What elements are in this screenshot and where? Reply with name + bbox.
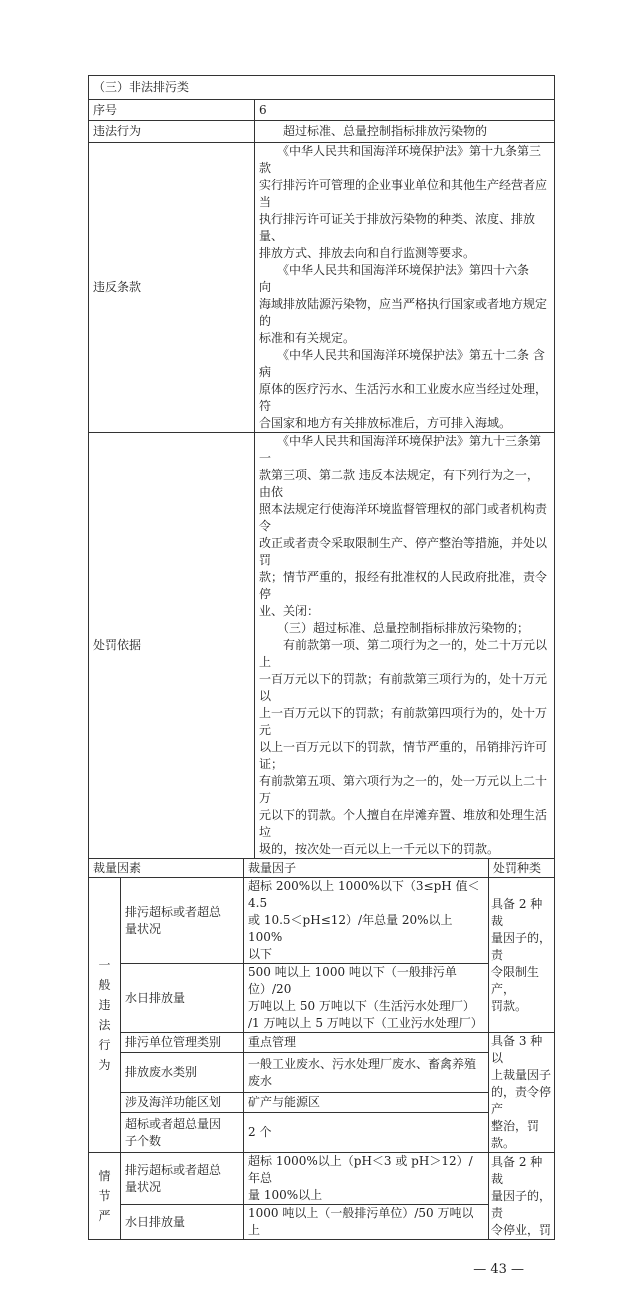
text-line: 量因子的，责 <box>491 1188 552 1220</box>
discretion-table <box>88 858 555 1240</box>
text-line: 超标或者超总量因 <box>125 1116 222 1131</box>
text-line: 水日排放量 <box>125 990 186 1005</box>
seq-label: 序号 <box>89 100 255 121</box>
text-line: 量状况 <box>125 1179 162 1194</box>
text-line: 罚款。 <box>491 998 528 1013</box>
factor-row <box>89 1033 555 1053</box>
seq-value: 6 <box>255 100 555 121</box>
text-line: 量状况 <box>125 921 162 936</box>
factor-row <box>89 878 555 964</box>
text-line: 行 <box>98 1038 111 1052</box>
text-line: 2 个 <box>248 1125 272 1140</box>
penalty-type <box>489 1153 555 1240</box>
factor-name <box>121 964 244 1033</box>
text-line: 执行排污许可证关于排放污染物的种类、浓度、排放量、 <box>259 212 536 243</box>
factor-value <box>244 878 489 964</box>
text-line: 超标 1000%以上（pH＜3 或 pH＞12）/年总 <box>248 1154 473 1185</box>
text-line: 节 <box>98 1189 111 1203</box>
factor-value <box>244 964 489 1033</box>
text-line: 改正或者责令采取限制生产、停产整治等措施，并处以罚 <box>259 536 548 567</box>
text-line: 《中华人民共和国海洋环境保护法》第十九条第三款 <box>259 144 542 175</box>
text-line: 海域排放陆源污染物，应当严格执行国家或者地方规定的 <box>259 297 548 328</box>
factor-row <box>89 1053 555 1093</box>
text-line: 排放方式、排放去向和自行监测等要求。 <box>259 246 476 260</box>
text-line: 排放废水类别 <box>125 1065 198 1080</box>
section-title: （三）非法排污类 <box>89 76 555 100</box>
text-line: 款第三项、第二款 违反本法规定，有下列行为之一，由依 <box>259 468 539 499</box>
text-line: 1000 吨以上（一般排污单位）/50 万吨以上 <box>248 1206 474 1237</box>
text-line: 万吨以上 50 万吨以下（生活污水处理厂） <box>248 999 475 1013</box>
text-line: 一般工业废水、污水处理厂废水、畜禽养殖 <box>248 1056 477 1071</box>
text-line: 排污单位管理类别 <box>125 1035 222 1050</box>
text-line: 500 吨以上 1000 吨以下（一般排污单位）/20 <box>248 965 457 996</box>
text-line: 具备 2 种裁 <box>491 1154 543 1186</box>
header-factor: 裁量因子 <box>244 859 489 878</box>
factor-name <box>121 1113 244 1153</box>
text-line: 排污超标或者超总 <box>125 904 222 919</box>
penalty-type <box>489 1033 555 1153</box>
text-line: 令停业，罚 <box>491 1222 552 1237</box>
page-number: — 43 — <box>473 1262 524 1277</box>
text-line: 《中华人民共和国海洋环境保护法》第五十二条 含病 <box>259 348 545 379</box>
text-line: 违 <box>98 998 111 1012</box>
text-line: 一 <box>98 958 111 972</box>
penalty-type <box>489 878 555 1033</box>
general-category-label <box>89 878 121 1153</box>
text-line: 以上一百万元以下的罚款，情节严重的，吊销排污许可证； <box>259 740 548 771</box>
text-line: 具备 3 种以 <box>491 1034 543 1065</box>
factor-row <box>89 1205 555 1240</box>
text-line: 一百万元以下的罚款；有前款第三项行为的，处十万元以 <box>259 672 548 703</box>
text-line: 有前款第一项、第二项行为之一的，处二十万元以上 <box>259 638 548 669</box>
text-line: 令限制生产， <box>491 964 540 996</box>
text-line: 《中华人民共和国海洋环境保护法》第九十三条第一 <box>259 434 542 465</box>
text-line: 圾的，按次处一百元以上一千元以下的罚款。 <box>259 842 500 856</box>
text-line: 重点管理 <box>248 1035 297 1050</box>
factor-value <box>244 1092 489 1112</box>
text-line: 合国家和地方有关排放标准后，方可排入海域。 <box>259 416 512 430</box>
factor-value <box>244 1153 489 1205</box>
serious-category-label <box>89 1153 121 1240</box>
text-line: 严 <box>98 1209 111 1223</box>
factor-name <box>121 1033 244 1053</box>
text-line: 照本法规定行使海洋环境监督管理权的部门或者机构责令 <box>259 502 548 533</box>
text-line: 废水 <box>248 1073 273 1088</box>
clause-label: 违反条款 <box>89 143 255 433</box>
text-line: 量 100%以上 <box>248 1188 323 1202</box>
act-value: 超过标准、总量控制指标排放污染物的 <box>255 121 555 143</box>
factor-value <box>244 1113 489 1153</box>
text-line: 款；情节严重的，报经有批准权的人民政府批准，责令停 <box>259 570 548 601</box>
text-line: 具备 2 种裁 <box>491 896 543 928</box>
text-line: 业、关闭： <box>259 604 320 618</box>
text-line: /1 万吨以上 5 万吨以下（工业污水处理厂） <box>248 1016 483 1030</box>
factor-value <box>244 1053 489 1093</box>
text-line: 整治，罚款。 <box>491 1119 540 1150</box>
text-line: 超标 200%以上 1000%以下（3≤pH 值＜4.5 <box>248 879 480 910</box>
text-line: 实行排污许可管理的企业事业单位和其他生产经营者应当 <box>259 178 548 209</box>
factor-row <box>89 1153 555 1205</box>
text-line: 水日排放量 <box>125 1214 186 1229</box>
text-line: 情 <box>98 1169 111 1183</box>
text-line: 上一百万元以下的罚款；有前款第四项行为的，处十万元 <box>259 706 548 737</box>
factor-name <box>121 1092 244 1112</box>
factor-row <box>89 1092 555 1112</box>
text-line: 涉及海洋功能区划 <box>125 1095 222 1110</box>
factor-name <box>121 1053 244 1093</box>
basis-text <box>255 433 555 859</box>
text-line: 的，责令停产 <box>491 1085 552 1116</box>
factor-name <box>121 1205 244 1240</box>
factor-row <box>89 1113 555 1153</box>
text-line: 有前款第五项、第六项行为之一的，处一万元以上二十万 <box>259 774 548 805</box>
factor-row <box>89 964 555 1033</box>
act-label: 违法行为 <box>89 121 255 143</box>
text-line: 为 <box>98 1058 111 1072</box>
text-line: 般 <box>98 978 111 992</box>
factor-name <box>121 878 244 964</box>
text-line: 法 <box>98 1018 111 1032</box>
text-line: 原体的医疗污水、生活污水和工业废水应当经过处理，符 <box>259 382 548 413</box>
table-area <box>88 0 554 1307</box>
text-line: 量因子的，责 <box>491 930 552 962</box>
factor-value <box>244 1033 489 1053</box>
text-line: （三）超过标准、总量控制指标排放污染物的； <box>259 621 530 635</box>
text-line: 矿产与能源区 <box>248 1095 321 1110</box>
factor-value <box>244 1205 489 1240</box>
text-line: 或 10.5＜pH≤12）/年总量 20%以上 100% <box>248 913 457 944</box>
text-line: 排污超标或者超总 <box>125 1162 222 1177</box>
text-line: 标准和有关规定。 <box>259 331 356 345</box>
text-line: 上裁量因子 <box>491 1068 552 1082</box>
factor-name <box>121 1153 244 1205</box>
basis-label: 处罚依据 <box>89 433 255 859</box>
clause-text <box>255 143 555 433</box>
penalty-table <box>88 75 555 859</box>
text-line: 《中华人民共和国海洋环境保护法》第四十六条 向 <box>259 263 542 294</box>
header-penalty: 处罚种类 <box>489 859 555 878</box>
header-factor-type: 裁量因素 <box>89 859 244 878</box>
text-line: 元以下的罚款。个人擅自在岸滩弃置、堆放和处理生活垃 <box>259 808 548 839</box>
text-line: 以下 <box>248 947 273 961</box>
text-line: 子个数 <box>125 1133 162 1148</box>
